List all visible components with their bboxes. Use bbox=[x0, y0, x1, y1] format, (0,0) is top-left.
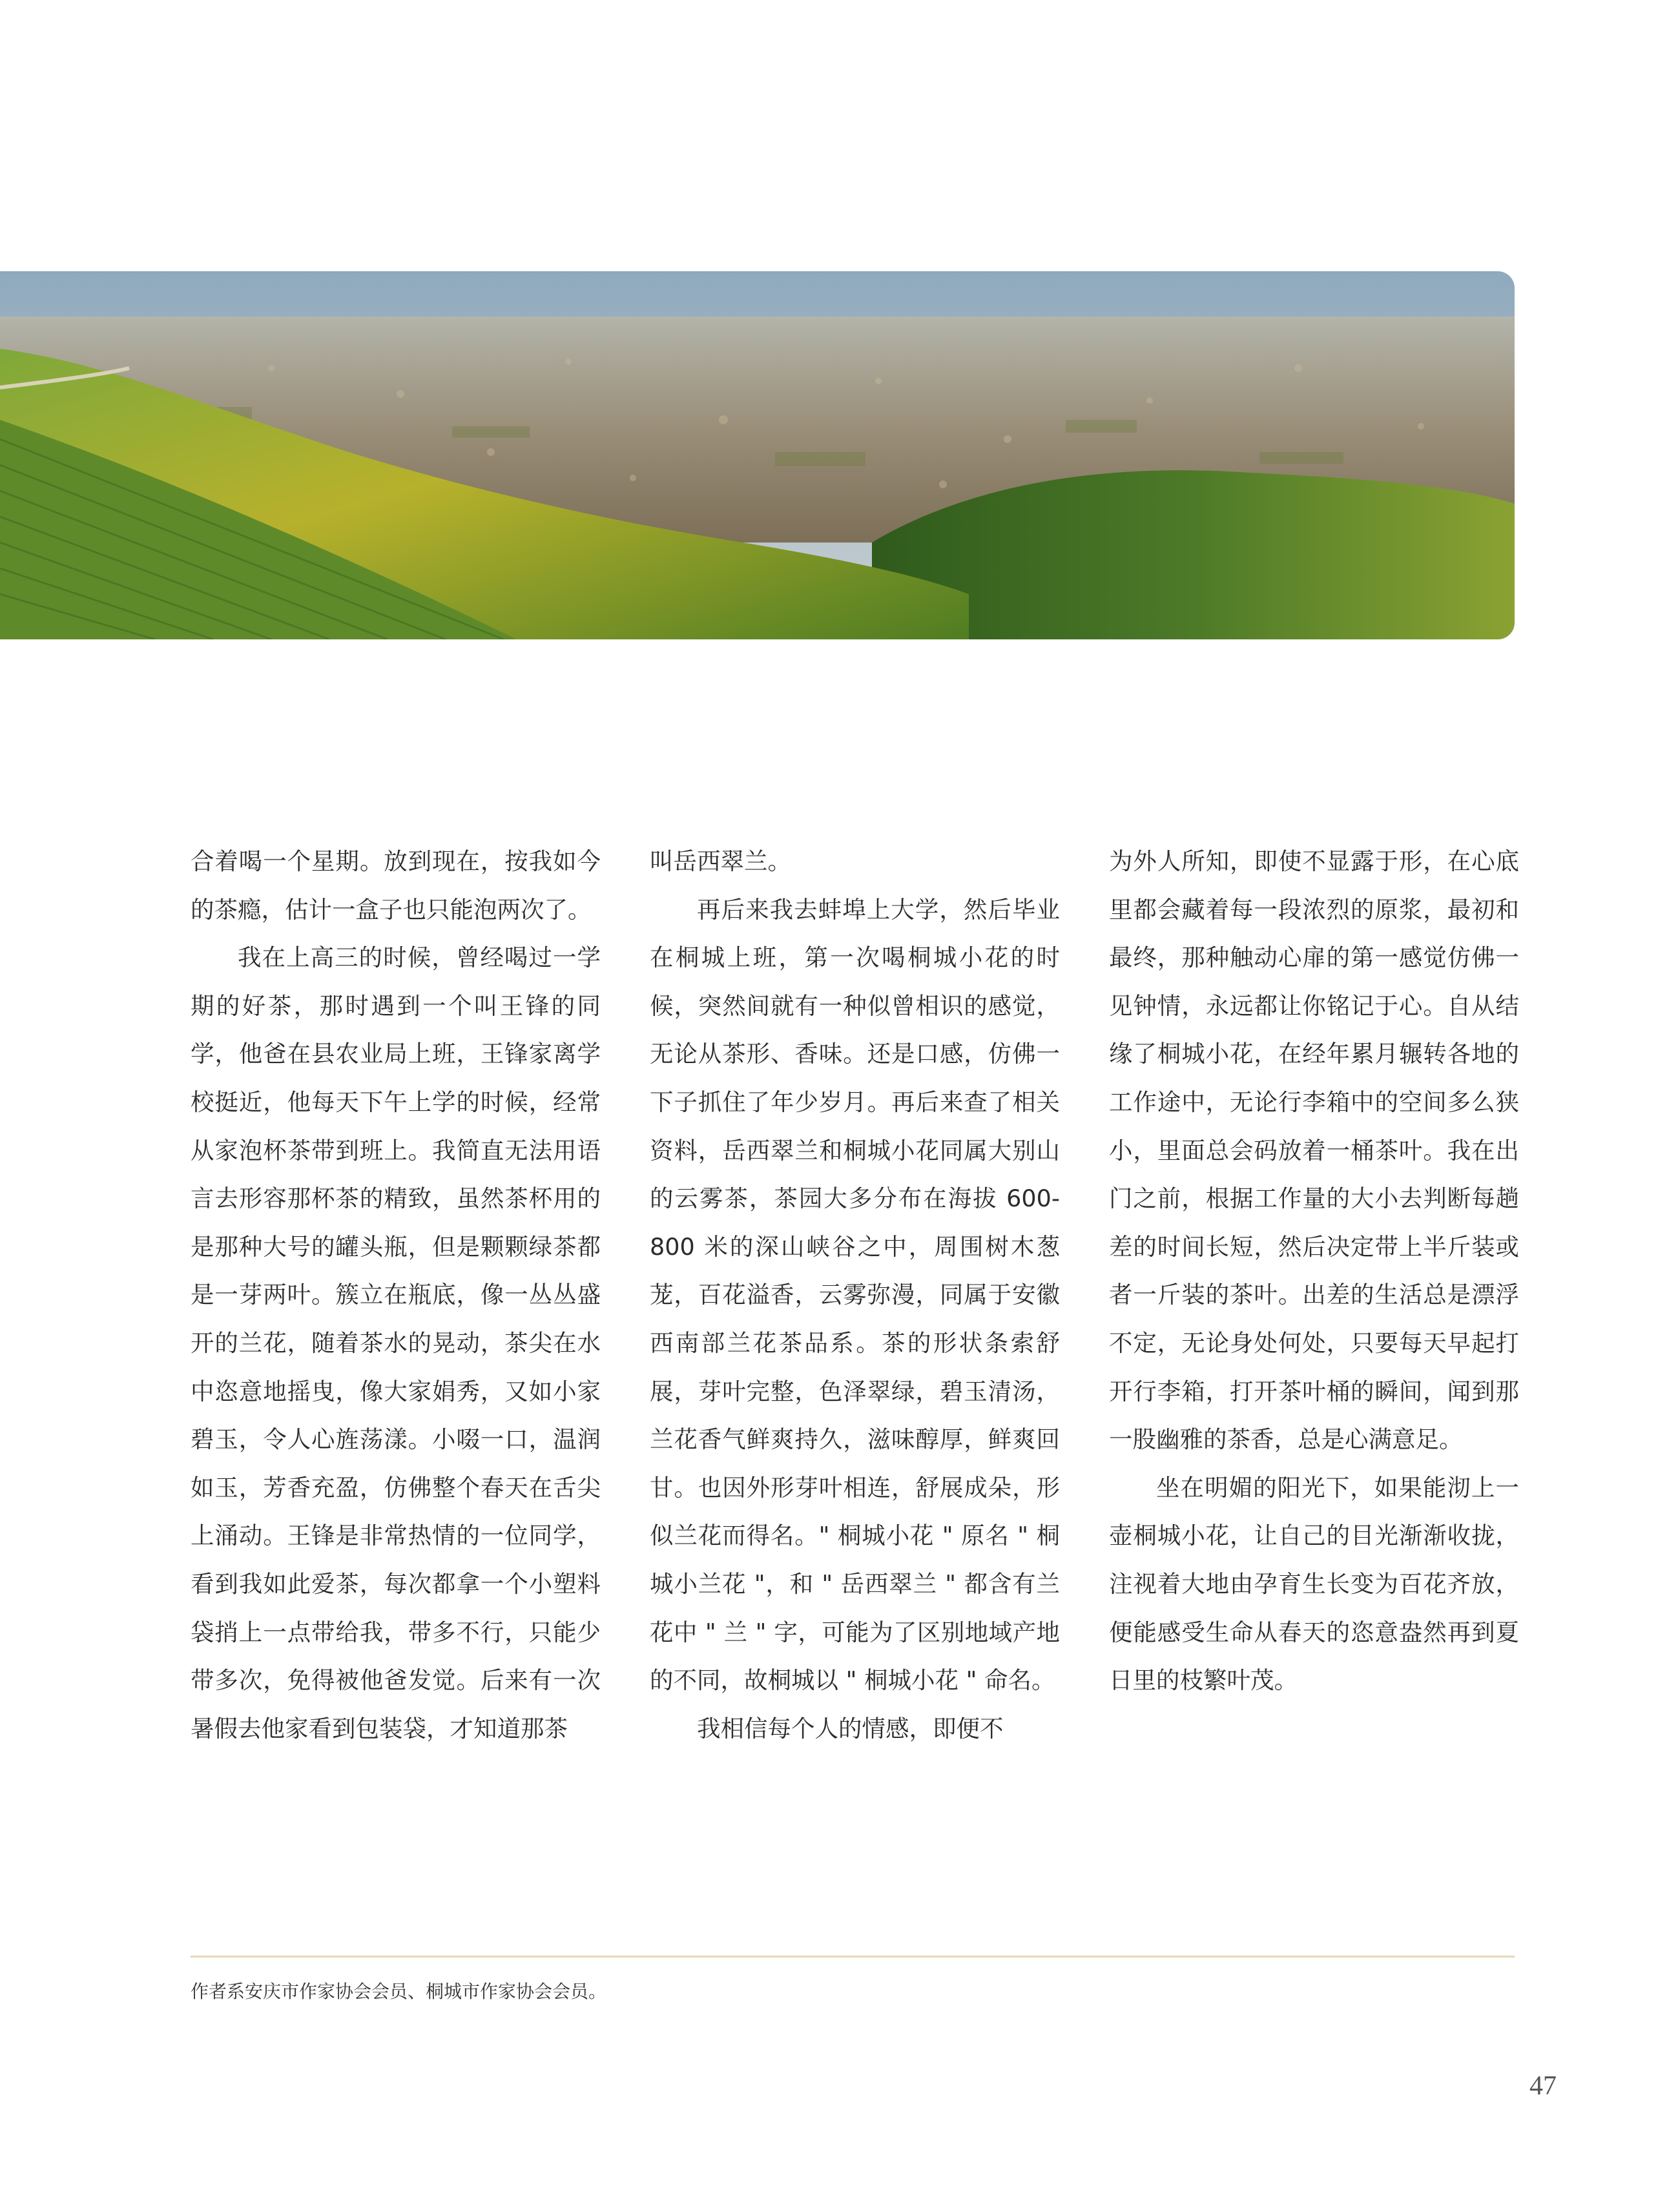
paragraph: 我相信每个人的情感，即便不 bbox=[697, 1714, 1004, 1742]
paragraph: 坐在明媚的阳光下，如果能沏上一壶桐城小花，让自己的目光渐渐收拢，注视着大地由孕育生长变为百花齐放，便能感受生命从春天的恣意盎然再到夏日里的枝繁叶茂。 bbox=[1109, 1473, 1519, 1695]
paragraph: 再后来我去蚌埠上大学，然后毕业在桐城上班，第一次喝桐城小花的时候，突然间就有一种似曾相识的感觉，无论从茶形、香味。还是口感，仿佛一下子抓住了年少岁月。再后来查了相关资料，岳西翠兰和桐城小花同属大别山的云雾茶，茶园大多分布在海拔 600-800 米的深山峡谷之中，周围树木葱茏，百花溢香，云雾弥漫，同属于安徽西南部兰花茶品系。茶的形状条索舒展，芽叶完整，色泽翠绿，碧玉清汤，兰花香气鲜爽持久，滋味醇厚，鲜爽回甘。也因外形芽叶相连，舒展成朵，形似兰花而得名。" 桐城小花 " 原名 " 桐城小兰花 "，和 " 岳西翠兰 " 都含有兰花中 " 兰 " 字，可能为了区别地域产地的不同，故桐城以 " 桐城小花 " 命名。 bbox=[650, 895, 1060, 1695]
paragraph: 合着喝一个星期。放到现在，按我如今的茶瘾，估计一盒子也只能泡两次了。 bbox=[191, 847, 601, 924]
author-note: 作者系安庆市作家协会会员、桐城市作家协会会员。 bbox=[191, 1981, 607, 2002]
landscape-illustration bbox=[0, 271, 1515, 639]
text-column-2 bbox=[650, 838, 1060, 1753]
landscape-photo bbox=[0, 271, 1515, 639]
paragraph: 我在上高三的时候，曾经喝过一学期的好茶，那时遇到一个叫王锋的同学，他爸在县农业局上班，王锋家离学校挺近，他每天下午上学的时候，经常从家泡杯茶带到班上。我简直无法用语言去形容那杯茶的精致，虽然茶杯用的是那种大号的罐头瓶，但是颗颗绿茶都是一芽两叶。簇立在瓶底，像一丛丛盛开的兰花，随着茶水的晃动，茶尖在水中恣意地摇曳，像大家娟秀，又如小家碧玉，令人心旌荡漾。小啜一口，温润如玉，芳香充盈，仿佛整个春天在舌尖上涌动。王锋是非常热情的一位同学，看到我如此爱茶，每次都拿一个小塑料袋捎上一点带给我，带多不行，只能少带多次，免得被他爸发觉。后来有一次暑假去他家看到包装袋，才知道那茶 bbox=[191, 944, 601, 1742]
page-number: 47 bbox=[1529, 2071, 1557, 2101]
text-column-3 bbox=[1109, 838, 1519, 1705]
paragraph: 为外人所知，即使不显露于形，在心底里都会藏着每一段浓烈的原浆，最初和最终，那种触动心扉的第一感觉仿佛一见钟情，永远都让你铭记于心。自从结缘了桐城小花，在经年累月辗转各地的工作途中，无论行李箱中的空间多么狭小，里面总会码放着一桶茶叶。我在出门之前，根据工作量的大小去判断每趟差的时间长短，然后决定带上半斤装或者一斤装的茶叶。出差的生活总是漂浮不定，无论身处何处，只要每天早起打开行李箱，打开茶叶桶的瞬间，闻到那一股幽雅的茶香，总是心满意足。 bbox=[1109, 847, 1519, 1454]
footer-divider bbox=[191, 1956, 1515, 1958]
text-column-1 bbox=[191, 838, 601, 1753]
paragraph: 叫岳西翠兰。 bbox=[650, 847, 791, 875]
